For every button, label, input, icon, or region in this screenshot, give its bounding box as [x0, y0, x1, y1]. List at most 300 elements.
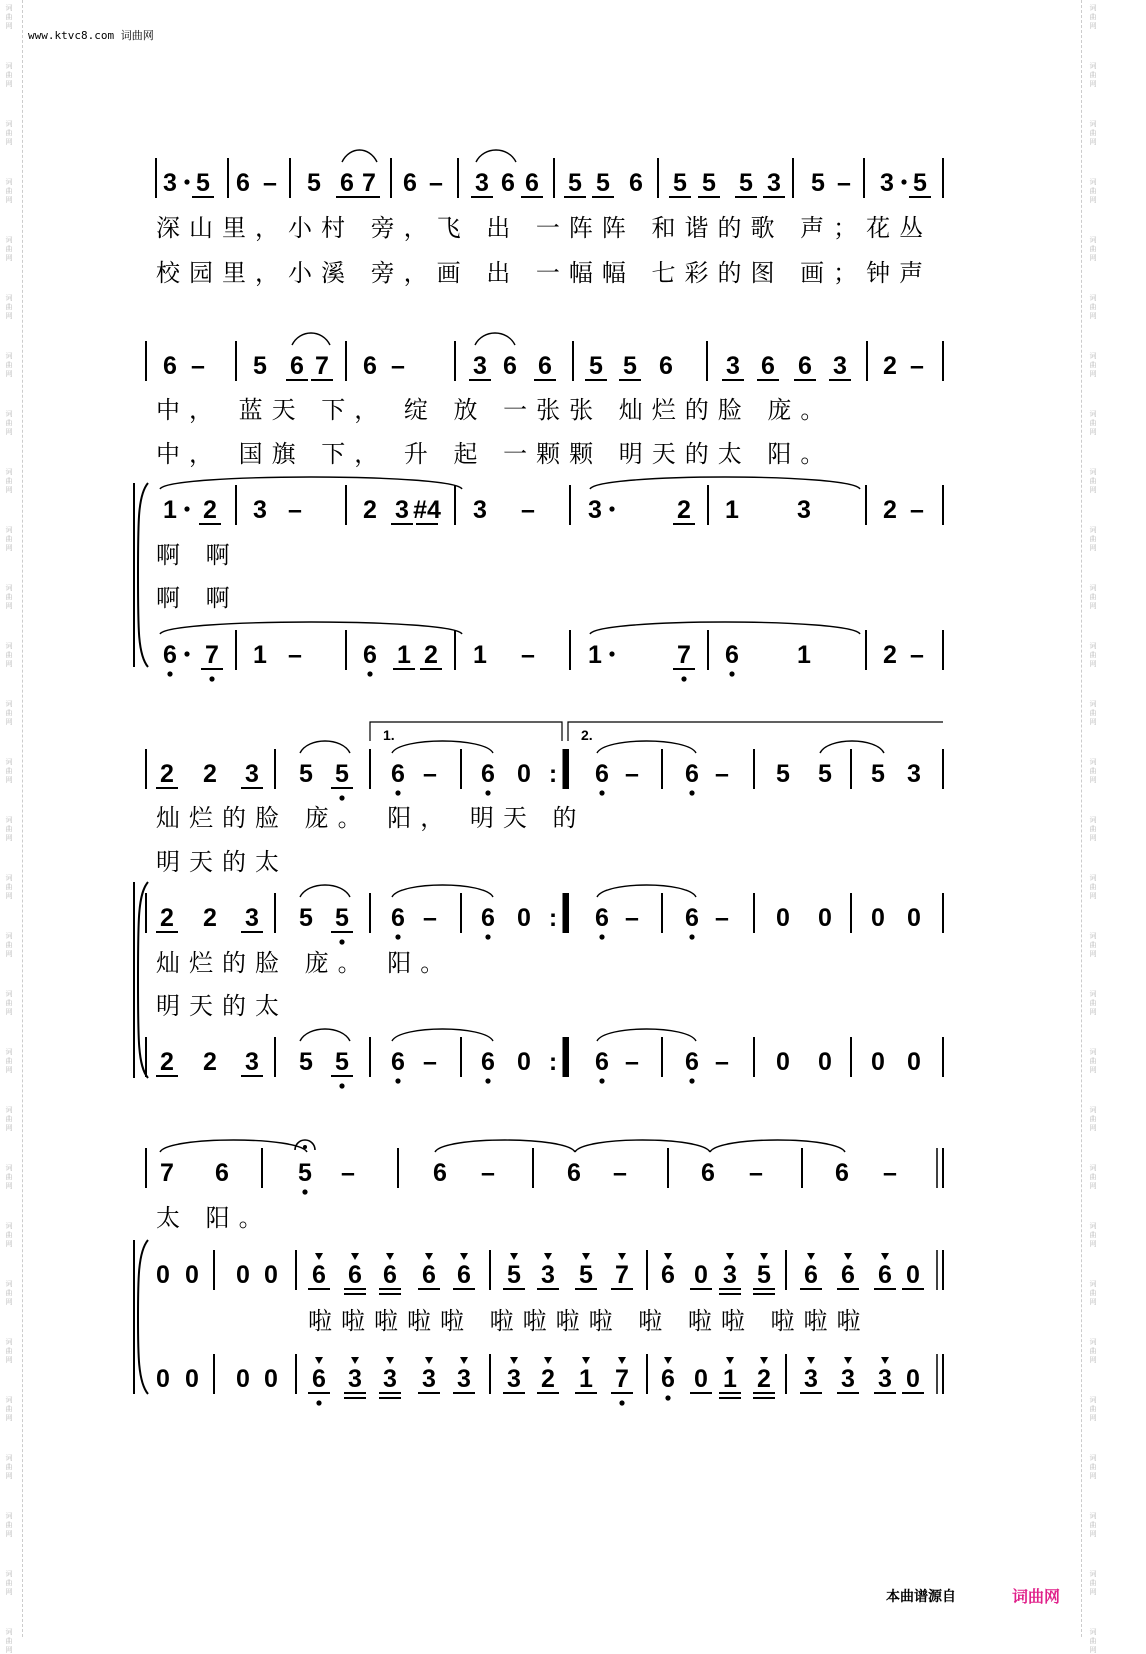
watermark-glyph: 网 — [1089, 892, 1097, 900]
slur — [342, 150, 377, 162]
note: 6 — [481, 760, 495, 788]
note: 2 — [677, 496, 691, 524]
watermark-glyph: 词 — [5, 120, 13, 128]
note: 3 — [163, 169, 177, 197]
staccato-mark — [315, 1357, 323, 1364]
watermark-glyph: 词 — [1089, 1396, 1097, 1404]
watermark-glyph: 曲 — [5, 71, 13, 79]
slur — [160, 1140, 307, 1152]
watermark-glyph: 曲 — [1089, 477, 1097, 485]
lower-octave-dot — [729, 671, 734, 676]
lower-octave-dot — [599, 1078, 604, 1083]
slur — [292, 333, 330, 345]
note: 6 — [290, 352, 304, 380]
watermark-glyph: 词 — [1089, 352, 1097, 360]
watermark-glyph: 词 — [1089, 1512, 1097, 1520]
watermark-glyph: 网 — [5, 1066, 13, 1074]
watermark-glyph: 网 — [5, 1240, 13, 1248]
watermark-glyph: 词 — [5, 584, 13, 592]
note: 6 — [236, 169, 250, 197]
slur — [160, 477, 462, 489]
watermark-glyph: 词 — [1089, 236, 1097, 244]
staccato-mark — [760, 1253, 768, 1260]
watermark-glyph: 网 — [5, 1472, 13, 1480]
lower-octave-dot — [209, 676, 214, 681]
watermark-glyph: 曲 — [1089, 1347, 1097, 1355]
note: – — [423, 1048, 437, 1076]
watermark-glyph: 词 — [1089, 642, 1097, 650]
watermark-glyph: 曲 — [1089, 1289, 1097, 1297]
watermark-glyph: 网 — [1089, 1530, 1097, 1538]
watermark-glyph: 网 — [5, 602, 13, 610]
watermark-glyph: 词 — [1089, 120, 1097, 128]
note: 0 — [517, 760, 531, 788]
score-line — [146, 885, 943, 945]
note: 5 — [507, 1261, 521, 1289]
watermark-glyph: 曲 — [1089, 941, 1097, 949]
note: – — [288, 496, 302, 524]
lower-octave-dot — [395, 790, 400, 795]
watermark-glyph: 曲 — [5, 13, 13, 21]
watermark-glyph: 曲 — [5, 1521, 13, 1529]
watermark-glyph: 词 — [1089, 4, 1097, 12]
note: 6 — [525, 169, 539, 197]
note: – — [625, 904, 639, 932]
slur — [392, 885, 493, 897]
slur — [435, 1140, 575, 1152]
note: 3 — [907, 760, 921, 788]
note: 3 — [767, 169, 781, 197]
note: 7 — [362, 169, 376, 197]
lyric-line: 中， 国旗 下， 升 起 一颗颗 明天的太 阳。 — [156, 440, 834, 468]
note: 6 — [595, 904, 609, 932]
watermark-glyph: 词 — [5, 4, 13, 12]
watermark-glyph: 词 — [1089, 1570, 1097, 1578]
watermark-glyph: 曲 — [1089, 883, 1097, 891]
watermark-glyph: 网 — [1089, 1240, 1097, 1248]
lyric-line: 太 阳。 — [156, 1204, 272, 1232]
watermark-glyph: 词 — [5, 1106, 13, 1114]
watermark-glyph: 网 — [1089, 660, 1097, 668]
slur — [597, 885, 696, 897]
note: 6 — [481, 904, 495, 932]
note: 0 — [907, 904, 921, 932]
watermark-glyph: 曲 — [1089, 419, 1097, 427]
watermark-glyph: 词 — [1089, 932, 1097, 940]
note: 0 — [264, 1261, 278, 1289]
slur — [597, 1029, 696, 1041]
watermark-glyph: 词 — [5, 1454, 13, 1462]
watermark-glyph: 曲 — [1089, 1521, 1097, 1529]
watermark-glyph: 曲 — [1089, 187, 1097, 195]
watermark-glyph: 网 — [1089, 22, 1097, 30]
note: 3 — [457, 1365, 471, 1393]
watermark-glyph: 曲 — [5, 825, 13, 833]
note: 0 — [694, 1365, 708, 1393]
watermark-glyph: 词 — [5, 1396, 13, 1404]
volta-1-label: 1. — [383, 727, 395, 743]
slur — [575, 1140, 710, 1152]
watermark-glyph: 网 — [5, 1298, 13, 1306]
note: 1 — [163, 496, 177, 524]
slur — [300, 1029, 350, 1041]
note: 6 — [761, 352, 775, 380]
watermark-glyph: 词 — [1089, 1628, 1097, 1636]
note: – — [191, 352, 205, 380]
score-line — [156, 1250, 943, 1294]
note: 6 — [348, 1261, 362, 1289]
watermark-glyph: 网 — [5, 1182, 13, 1190]
watermark-glyph: 曲 — [1089, 825, 1097, 833]
note: 6 — [481, 1048, 495, 1076]
note: 3 — [723, 1261, 737, 1289]
staccato-mark — [881, 1253, 889, 1260]
slur — [392, 1029, 493, 1041]
staccato-mark — [760, 1357, 768, 1364]
note: 3 — [588, 496, 602, 524]
note: – — [613, 1159, 627, 1187]
note: 0 — [264, 1365, 278, 1393]
watermark-glyph: 曲 — [1089, 1463, 1097, 1471]
note: 2 — [883, 496, 897, 524]
note: 2 — [160, 760, 174, 788]
note: 5 — [196, 169, 210, 197]
note: 0 — [517, 904, 531, 932]
lower-octave-dot — [367, 671, 372, 676]
watermark-glyph: 词 — [5, 1338, 13, 1346]
note: 5 — [335, 1048, 349, 1076]
note: : — [548, 904, 558, 932]
note: 6 — [685, 904, 699, 932]
note: 2 — [541, 1365, 555, 1393]
note: 2 — [424, 641, 438, 669]
watermark-glyph: 词 — [1089, 1338, 1097, 1346]
note: 5 — [818, 760, 832, 788]
note: 6 — [340, 169, 354, 197]
note: 5 — [596, 169, 610, 197]
watermark-glyph: 曲 — [1089, 535, 1097, 543]
watermark-glyph: 词 — [5, 1628, 13, 1636]
note: 6 — [312, 1365, 326, 1393]
watermark-glyph: 词 — [1089, 178, 1097, 186]
lower-octave-dot — [395, 1078, 400, 1083]
note: 3 — [245, 1048, 259, 1076]
footer-brand: 词曲网 — [1011, 1587, 1060, 1606]
note: 6 — [383, 1261, 397, 1289]
watermark-glyph: 网 — [1089, 1182, 1097, 1190]
watermark-glyph: 曲 — [1089, 1231, 1097, 1239]
note: #4 — [413, 496, 441, 524]
slur — [476, 150, 516, 162]
watermark-glyph: 曲 — [5, 1057, 13, 1065]
note: 6 — [878, 1261, 892, 1289]
note: 0 — [156, 1261, 170, 1289]
note: 7 — [615, 1261, 629, 1289]
note: 2 — [203, 760, 217, 788]
note: 0 — [517, 1048, 531, 1076]
note: 2 — [757, 1365, 771, 1393]
note: 3 — [841, 1365, 855, 1393]
note: – — [288, 641, 302, 669]
watermark-glyph: 网 — [5, 834, 13, 842]
note: 6 — [457, 1261, 471, 1289]
watermark-glyph: 词 — [5, 62, 13, 70]
note: 6 — [835, 1159, 849, 1187]
watermark-glyph: 曲 — [5, 477, 13, 485]
watermark-glyph: 网 — [5, 950, 13, 958]
note: – — [423, 904, 437, 932]
note: 1 — [473, 641, 487, 669]
watermark-glyph: 网 — [5, 22, 13, 30]
note: 3 — [383, 1365, 397, 1393]
watermark-glyph: 词 — [1089, 1280, 1097, 1288]
watermark-glyph: 曲 — [1089, 13, 1097, 21]
note: 6 — [567, 1159, 581, 1187]
lower-octave-dot — [689, 790, 694, 795]
watermark-glyph: 曲 — [1089, 361, 1097, 369]
watermark-glyph: 曲 — [1089, 1405, 1097, 1413]
note: 5 — [299, 760, 313, 788]
watermark-glyph: 网 — [5, 1646, 13, 1654]
watermark-glyph: 曲 — [1089, 71, 1097, 79]
watermark-glyph: 网 — [1089, 428, 1097, 436]
watermark-glyph: 网 — [1089, 950, 1097, 958]
watermark-glyph: 曲 — [5, 593, 13, 601]
note: – — [481, 1159, 495, 1187]
note: 0 — [185, 1365, 199, 1393]
watermark-glyph: 词 — [5, 1222, 13, 1230]
staccato-mark — [351, 1357, 359, 1364]
note: 6 — [659, 352, 673, 380]
watermark-glyph: 词 — [1089, 468, 1097, 476]
watermark-glyph: 词 — [5, 1512, 13, 1520]
note: 5 — [589, 352, 603, 380]
lower-octave-dot — [395, 934, 400, 939]
lower-octave-dot — [485, 1078, 490, 1083]
watermark-glyph: 曲 — [5, 1637, 13, 1645]
watermark-glyph: 词 — [1089, 1222, 1097, 1230]
staccato-mark — [807, 1357, 815, 1364]
watermark-glyph: 词 — [5, 294, 13, 302]
watermark-glyph: 网 — [5, 718, 13, 726]
watermark-glyph: 曲 — [5, 129, 13, 137]
note: – — [391, 352, 405, 380]
fermata-dot — [303, 1145, 307, 1149]
watermark-glyph: 曲 — [5, 1289, 13, 1297]
staccato-mark — [844, 1357, 852, 1364]
watermark-glyph: 网 — [5, 1124, 13, 1132]
watermark-glyph: 曲 — [5, 245, 13, 253]
watermark-glyph: 词 — [5, 178, 13, 186]
watermark-glyph: 网 — [5, 1588, 13, 1596]
staccato-mark — [460, 1253, 468, 1260]
note: 1 — [397, 641, 411, 669]
note: 1 — [253, 641, 267, 669]
watermark-glyph: 曲 — [5, 883, 13, 891]
watermark-glyph: 词 — [1089, 1106, 1097, 1114]
watermark-glyph: 词 — [1089, 584, 1097, 592]
watermark-glyph: 曲 — [1089, 1115, 1097, 1123]
watermark-glyph: 词 — [5, 932, 13, 940]
staccato-mark — [618, 1253, 626, 1260]
watermark-glyph: 词 — [1089, 758, 1097, 766]
lyric-line: 明天的太 — [156, 848, 288, 876]
slur — [590, 477, 860, 489]
note: 5 — [811, 169, 825, 197]
watermark-glyph: 网 — [5, 138, 13, 146]
note: 6 — [725, 641, 739, 669]
watermark-glyph: 网 — [5, 892, 13, 900]
watermark-glyph: 曲 — [1089, 1057, 1097, 1065]
staccato-mark — [664, 1357, 672, 1364]
note: 6 — [841, 1261, 855, 1289]
watermark-glyph: 网 — [1089, 602, 1097, 610]
note: 3 — [245, 760, 259, 788]
watermark-glyph: 网 — [1089, 718, 1097, 726]
watermark-glyph: 词 — [5, 468, 13, 476]
watermark-glyph: 词 — [5, 1164, 13, 1172]
watermark-glyph: 网 — [1089, 1356, 1097, 1364]
watermark-glyph: 曲 — [1089, 303, 1097, 311]
note: 2 — [883, 641, 897, 669]
watermark-glyph: 网 — [1089, 312, 1097, 320]
note: 1 — [723, 1365, 737, 1393]
lyric-line: 灿烂的脸 庞。 阳， 明天 的 — [156, 804, 586, 832]
watermark-glyph: 曲 — [5, 187, 13, 195]
watermark-glyph: 词 — [5, 352, 13, 360]
note: 6 — [595, 1048, 609, 1076]
watermark-glyph: 词 — [5, 236, 13, 244]
staccato-mark — [510, 1357, 518, 1364]
augmentation-dot — [609, 651, 614, 656]
staccato-mark — [726, 1357, 734, 1364]
note: 5 — [335, 904, 349, 932]
augmentation-dot — [184, 651, 189, 656]
watermark-glyph: 曲 — [5, 1173, 13, 1181]
note: 6 — [685, 1048, 699, 1076]
watermark-glyph: 网 — [1089, 776, 1097, 784]
watermark-glyph: 词 — [5, 700, 13, 708]
watermark-glyph: 网 — [1089, 1298, 1097, 1306]
watermark-glyph: 词 — [5, 1570, 13, 1578]
site-header: www.ktvc8.com 词曲网 — [28, 29, 154, 42]
watermark-glyph: 词 — [1089, 62, 1097, 70]
note: 6 — [391, 904, 405, 932]
watermark-glyph: 网 — [1089, 196, 1097, 204]
note: 6 — [391, 1048, 405, 1076]
watermark-glyph: 网 — [1089, 544, 1097, 552]
watermark-glyph: 网 — [5, 660, 13, 668]
note: – — [715, 1048, 729, 1076]
lower-octave-dot — [339, 1083, 344, 1088]
lyric-line: 啊 啊 — [156, 584, 239, 612]
lyric-line: 明天的太 — [156, 992, 288, 1020]
note: : — [548, 1048, 558, 1076]
lyric-line: 中， 蓝天 下， 绽 放 一张张 灿烂的脸 庞。 — [156, 396, 834, 424]
watermark-glyph: 词 — [5, 1280, 13, 1288]
note: 2 — [160, 1048, 174, 1076]
watermark-glyph: 曲 — [5, 1347, 13, 1355]
score-line — [146, 1029, 943, 1089]
note: 5 — [335, 760, 349, 788]
staccato-mark — [351, 1253, 359, 1260]
lower-octave-dot — [681, 676, 686, 681]
note: 3 — [348, 1365, 362, 1393]
watermark-glyph: 曲 — [5, 1231, 13, 1239]
note: 0 — [156, 1365, 170, 1393]
system-brackets — [134, 483, 148, 1394]
volta-brackets — [370, 722, 943, 743]
note: – — [341, 1159, 355, 1187]
note: 7 — [615, 1365, 629, 1393]
note: 0 — [818, 904, 832, 932]
note: 2 — [203, 1048, 217, 1076]
lyric-line: 深山里，小村 旁，飞 出 一阵阵 和谐的歌 声；花丛 — [156, 214, 933, 242]
note: – — [715, 760, 729, 788]
note: 3 — [726, 352, 740, 380]
staccato-mark — [544, 1253, 552, 1260]
watermark-glyph: 网 — [5, 370, 13, 378]
staccato-mark — [460, 1357, 468, 1364]
note: 2 — [883, 352, 897, 380]
watermark-glyph: 曲 — [5, 303, 13, 311]
note: 5 — [913, 169, 927, 197]
staccato-mark — [425, 1253, 433, 1260]
note: 5 — [739, 169, 753, 197]
watermark-glyph: 曲 — [5, 361, 13, 369]
note: : — [548, 760, 558, 788]
note: 7 — [677, 641, 691, 669]
lower-octave-dot — [689, 934, 694, 939]
watermark-glyph: 网 — [1089, 1008, 1097, 1016]
lower-octave-dot — [316, 1400, 321, 1405]
note: 6 — [701, 1159, 715, 1187]
note: 5 — [253, 352, 267, 380]
note: – — [263, 169, 277, 197]
watermark-glyph: 网 — [1089, 370, 1097, 378]
note: 0 — [907, 1048, 921, 1076]
watermark-glyph: 词 — [1089, 990, 1097, 998]
watermark-glyph: 曲 — [1089, 999, 1097, 1007]
note: 5 — [673, 169, 687, 197]
note: 7 — [160, 1159, 174, 1187]
watermark-glyph: 曲 — [1089, 1637, 1097, 1645]
staccato-mark — [582, 1357, 590, 1364]
note: 6 — [363, 641, 377, 669]
watermark-glyph: 网 — [1089, 834, 1097, 842]
score-line — [146, 1140, 943, 1195]
note: 3 — [245, 904, 259, 932]
note: 6 — [163, 352, 177, 380]
watermark-glyph: 词 — [5, 410, 13, 418]
note: 5 — [299, 904, 313, 932]
staccato-mark — [844, 1253, 852, 1260]
note: 6 — [501, 169, 515, 197]
score-line — [160, 477, 943, 525]
slur — [392, 741, 493, 753]
watermark-glyph: 曲 — [1089, 1579, 1097, 1587]
slur — [590, 622, 860, 634]
note: 6 — [629, 169, 643, 197]
note: 5 — [299, 1048, 313, 1076]
staccato-mark — [582, 1253, 590, 1260]
watermark-glyph: 曲 — [5, 1115, 13, 1123]
note: – — [625, 760, 639, 788]
note: 5 — [776, 760, 790, 788]
watermark-glyph: 网 — [5, 1356, 13, 1364]
note: – — [749, 1159, 763, 1187]
watermark-glyph: 曲 — [1089, 709, 1097, 717]
